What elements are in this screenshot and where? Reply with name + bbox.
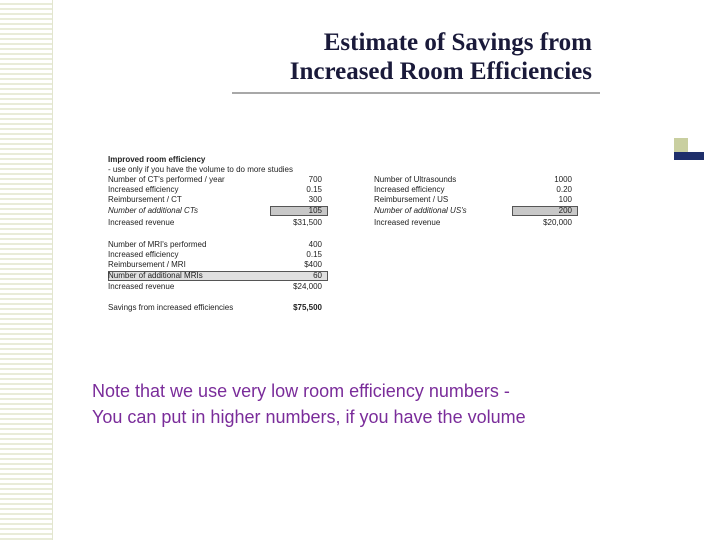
left-stripe-decoration	[0, 0, 52, 540]
deco-square-light	[674, 138, 688, 152]
stripe-edge	[52, 0, 53, 540]
total-value: $75,500	[293, 303, 322, 312]
sheet-subheading: - use only if you have the volume to do more studies	[108, 165, 293, 174]
footnote-line1: Note that we use very low room efficiency numbers -	[92, 381, 510, 401]
mri-label: Reimbursement / MRI	[108, 260, 186, 269]
ct-label: Reimbursement / CT	[108, 195, 182, 204]
title-underline	[232, 92, 600, 94]
slide-title-line2: Increased Room Efficiencies	[289, 58, 592, 85]
footnote	[92, 378, 526, 430]
mri-value: 60	[313, 271, 322, 280]
us-label: Number of additional US's	[374, 206, 467, 215]
mri-label: Number of MRI's performed	[108, 240, 207, 249]
us-label: Increased revenue	[374, 218, 441, 227]
ct-label: Number of additional CTs	[108, 206, 198, 215]
us-value: 1000	[554, 175, 572, 184]
us-label: Number of Ultrasounds	[374, 175, 457, 184]
mri-label: Number of additional MRIs	[108, 271, 203, 280]
mri-value: 400	[308, 240, 322, 249]
mri-label: Increased revenue	[108, 282, 175, 291]
slide-title-line1: Estimate of Savings from	[323, 29, 592, 56]
us-value: 100	[558, 195, 572, 204]
us-value: 200	[558, 206, 572, 215]
deco-bar-dark	[674, 152, 704, 160]
ct-value: 700	[308, 175, 322, 184]
ct-value: 300	[308, 195, 322, 204]
slide-title	[290, 28, 592, 86]
us-value: $20,000	[543, 218, 572, 227]
ct-label: Increased efficiency	[108, 185, 179, 194]
us-label: Reimbursement / US	[374, 195, 449, 204]
us-label: Increased efficiency	[374, 185, 445, 194]
sheet-heading: Improved room efficiency	[108, 155, 206, 164]
mri-value: $400	[304, 260, 322, 269]
ct-value: $31,500	[293, 218, 322, 227]
footnote-line2: You can put in higher numbers, if you have the volume	[92, 407, 526, 427]
us-value: 0.20	[556, 185, 572, 194]
ct-label: Increased revenue	[108, 218, 175, 227]
ct-value: 0.15	[306, 185, 322, 194]
ct-label: Number of CT's performed / year	[108, 175, 225, 184]
ct-value: 105	[308, 206, 322, 215]
mri-label: Increased efficiency	[108, 250, 179, 259]
mri-value: $24,000	[293, 282, 322, 291]
total-label: Savings from increased efficiencies	[108, 303, 234, 312]
mri-value: 0.15	[306, 250, 322, 259]
